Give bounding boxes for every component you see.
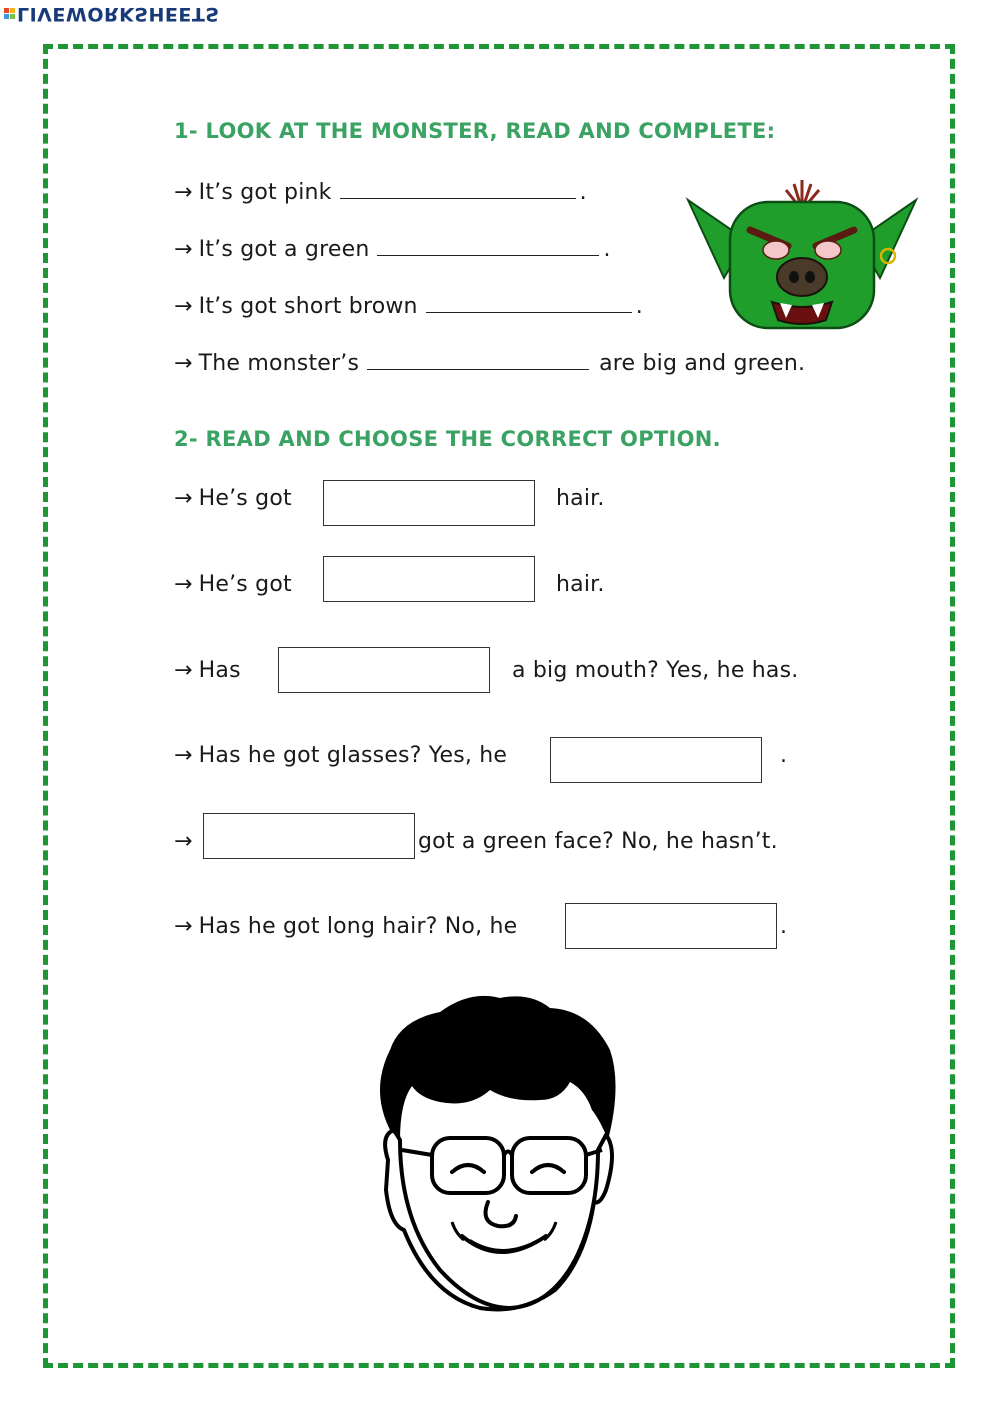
arrow-icon: →: [174, 658, 193, 683]
arrow-icon: →: [174, 743, 193, 768]
arrow-icon: →: [174, 486, 193, 511]
option-line-5-after: got a green face? No, he hasn’t.: [418, 829, 778, 854]
blank-input[interactable]: [377, 233, 599, 256]
option-line-6-after: .: [780, 914, 788, 939]
fill-line-4: → The monster’s are big and green.: [174, 347, 805, 379]
arrow-icon: →: [174, 180, 193, 205]
arrow-icon: →: [174, 237, 193, 262]
answer-box-6[interactable]: [565, 903, 777, 949]
option-line-6: → Has he got long hair? No, he: [174, 912, 517, 942]
arrow-icon: →: [174, 294, 193, 319]
option-line-3: → Has: [174, 656, 241, 686]
section2-heading: 2- READ AND CHOOSE THE CORRECT OPTION.: [174, 427, 721, 451]
blank-input[interactable]: [426, 290, 632, 313]
option-line-3-after: a big mouth? Yes, he has.: [512, 658, 799, 683]
section1-heading: 1- LOOK AT THE MONSTER, READ AND COMPLETE:: [174, 119, 776, 143]
blank-input[interactable]: [367, 347, 589, 370]
option-line-2-after: hair.: [556, 572, 605, 597]
answer-box-1[interactable]: [323, 480, 535, 526]
monster-illustration: [684, 178, 920, 332]
arrow-icon: →: [174, 914, 193, 939]
logo-icon: [4, 8, 15, 19]
option-line-4: → Has he got glasses? Yes, he: [174, 741, 507, 771]
arrow-icon: →: [174, 572, 193, 597]
fill-line-3: → It’s got short brown .: [174, 290, 643, 322]
option-line-1: → He’s got: [174, 484, 292, 514]
arrow-icon: →: [174, 829, 193, 854]
logo-text: LIVEWORKSHEETS: [17, 2, 220, 25]
answer-box-5[interactable]: [203, 813, 415, 859]
fill-line-2: → It’s got a green .: [174, 233, 611, 265]
man-with-glasses-illustration: [360, 990, 630, 1315]
fill-line-1: → It’s got pink .: [174, 176, 587, 208]
answer-box-3[interactable]: [278, 647, 490, 693]
blank-input[interactable]: [340, 176, 576, 199]
option-line-2: → He’s got: [174, 570, 292, 600]
answer-box-2[interactable]: [323, 556, 535, 602]
option-line-4-after: .: [780, 743, 788, 768]
answer-box-4[interactable]: [550, 737, 762, 783]
option-line-5: [174, 827, 199, 857]
arrow-icon: →: [174, 351, 193, 376]
option-line-1-after: hair.: [556, 486, 605, 511]
liveworksheets-logo: [4, 2, 220, 24]
